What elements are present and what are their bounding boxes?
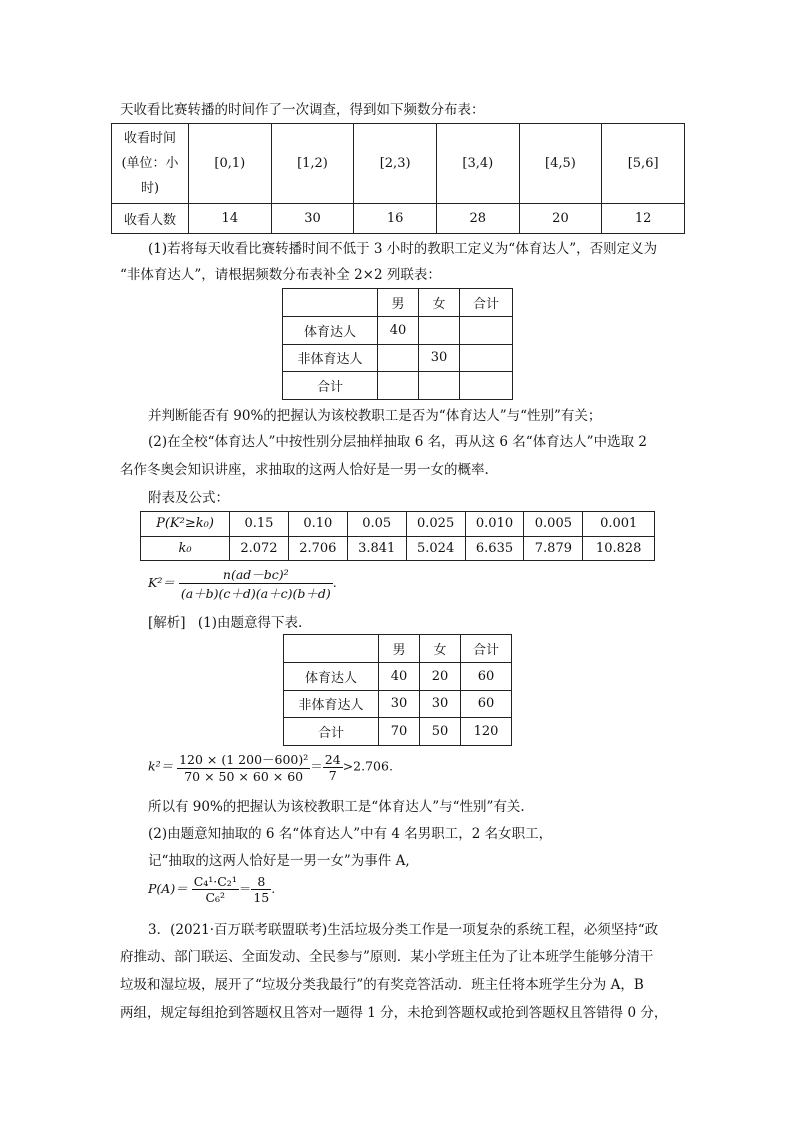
freq-count: 30 (271, 204, 354, 234)
freq-count: 28 (436, 204, 519, 234)
problem3-line-2: 府推动、部门联运、全面发动、全民参与”原则．某小学班主任为了让本班学生能够分清干 (120, 949, 654, 965)
q1-line-2: “非体育达人”，请根据频数分布表补全 2×2 列联表： (120, 267, 441, 283)
freq-interval: [4,5) (519, 124, 602, 204)
freq-count: 14 (189, 204, 272, 234)
freq-header-label: 收看时间 (单位：小 时) (112, 124, 189, 204)
q1-line-3: 并判断能否有 90%的把握认为该校教职工是否为“体育达人”与“性别”有关； (148, 408, 602, 424)
critical-value-table: P(K²≥k₀) 0.15 0.10 0.05 0.025 0.010 0.005 0.001 k₀ 2.072 2.706 3.841 5.024 6.635 7.879 10.828 (140, 511, 655, 561)
intro-line: 天收看比赛转播的时间作了一次调查，得到如下频数分布表： (120, 102, 485, 118)
freq-interval: [2,3) (354, 124, 437, 204)
contingency-table-blank: 男 女 合计 体育达人 40 非体育达人 30 合计 (282, 288, 513, 400)
problem3-line-1: 3．(2021·百万联考联盟联考)生活垃圾分类工作是一项复杂的系统工程，必须坚持“政 (148, 922, 659, 938)
freq-count: 16 (354, 204, 437, 234)
freq-interval: [5,6] (602, 124, 685, 204)
problem3-line-3: 垃圾和湿垃圾，展开了“垃圾分类我最行”的有奖竞答活动．班主任将本班学生分为 A，B (120, 977, 644, 993)
freq-interval: [3,4) (436, 124, 519, 204)
q2-line-2: 名作冬奥会知识讲座，求抽取的这两人恰好是一男一女的概率. (120, 462, 489, 478)
appendix-label: 附表及公式： (148, 490, 229, 506)
q1-line-1: (1)若将每天收看比赛转播时间不低于 3 小时的教职工定义为“体育达人”，否则定义为 (148, 241, 658, 257)
conclusion-line: 所以有 90%的把握认为该校教职工是“体育达人”与“性别”有关. (148, 799, 525, 815)
freq-count-label: 收看人数 (112, 204, 189, 234)
contingency-table-filled: 男 女 合计 体育达人 40 20 60 非体育达人 30 30 60 合计 70 50 120 (283, 634, 512, 746)
solution-intro: [解析] (1)由题意得下表. (148, 615, 303, 631)
problem3-line-4: 两组，规定每组抢到答题权且答对一题得 1 分，未抢到答题权或抢到答题权且答错得 0 分， (120, 1005, 668, 1021)
freq-interval: [1,2) (271, 124, 354, 204)
sol2-line-1: (2)由题意知抽取的 6 名“体育达人”中有 4 名男职工，2 名女职工， (148, 826, 553, 842)
k2-formula: K²＝ $\frac{\text{n(ad－bc)²}}{(a+b)(c+d)(a+c)(b+d)}$ . (148, 567, 337, 601)
freq-count: 20 (519, 204, 602, 234)
sol2-line-2: 记“抽取的这两人恰好是一男一女”为事件 A, (148, 853, 410, 869)
freq-interval: [0,1) (189, 124, 272, 204)
solution-label: [解析] (148, 615, 186, 631)
frequency-table (111, 123, 685, 234)
freq-count: 12 (602, 204, 685, 234)
k2-calculation: k²＝ $\frac{\text{120 × (1 200－600)²}}{70 \times 50 \times 60 \times 60}$ ＝ $\frac{24}{7}$ >2.706. (148, 751, 393, 784)
probability-formula: P(A)＝ $\frac{\text{C₄¹·C₂¹}}{\text{C₆²}}$ ＝ $\frac{8}{15}$ . (148, 874, 276, 905)
q2-line-1: (2)在全校“体育达人”中按性别分层抽样抽取 6 名，再从这 6 名“体育达人”中选取 2 (148, 434, 647, 450)
